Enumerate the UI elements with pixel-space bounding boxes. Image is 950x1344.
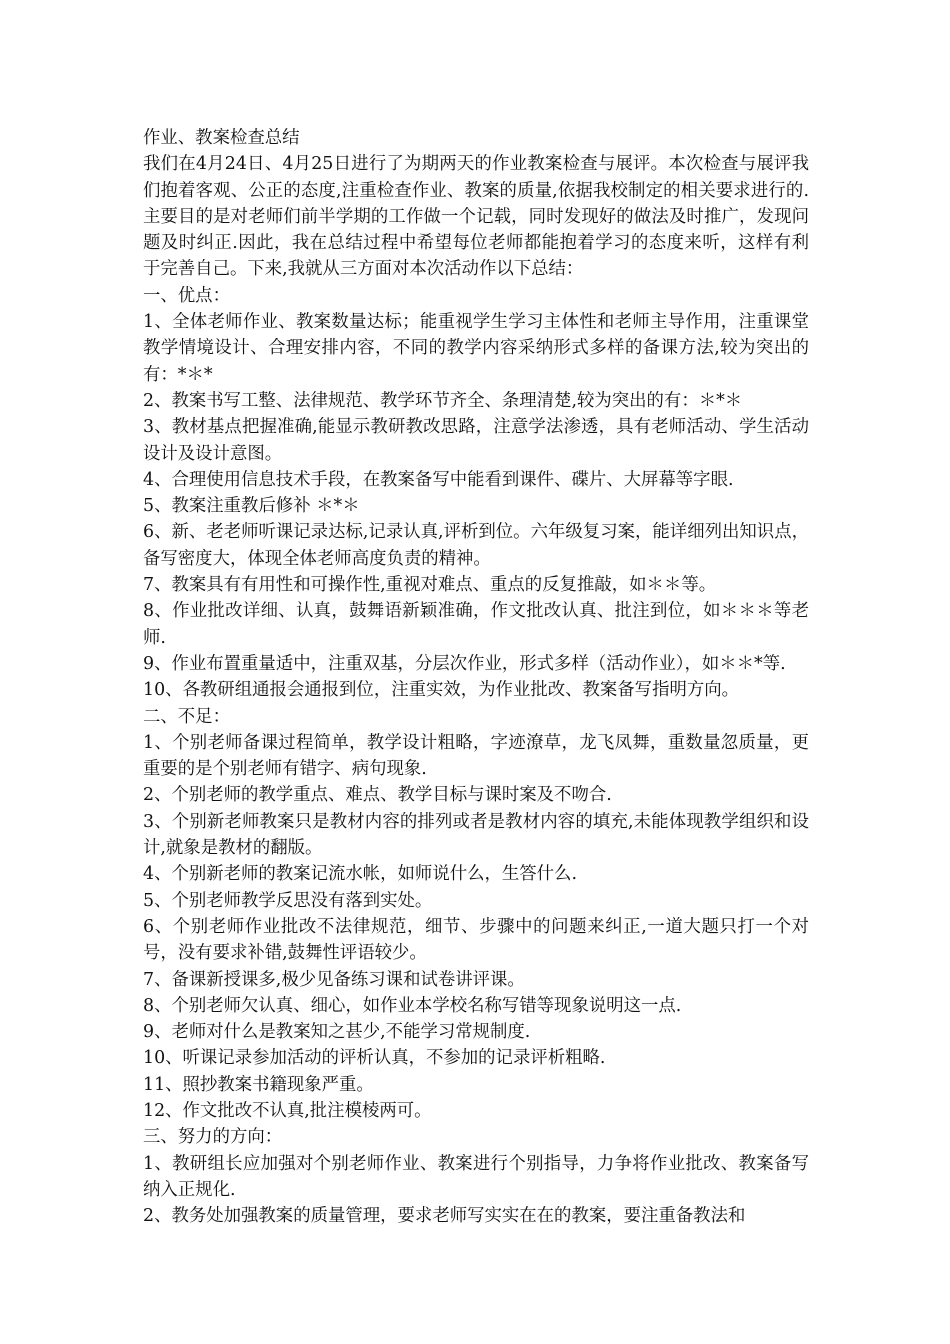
list-item: 8、作业批改详细、认真，鼓舞语新颖准确，作文批改认真、批注到位，如＊＊＊等老师. — [143, 601, 809, 648]
intro-paragraph: 我们在4月24日、4月25日进行了为期两天的作业教案检查与展评。本次检查与展评我们抱着客观、公正的态度,注重检查作业、教案的质量,依据我校制定的相关要求进行的.主要目的是对老师们前半学期的工作做一个记载，同时发现好的做法及时推广，发现问题及时纠正.因此，我在总结过程中希望每位老师都能抱着学习的态度来听，这样有利于完善自己。下来,我就从三方面对本次活动作以下总结： — [143, 154, 809, 280]
list-item: 1、全体老师作业、教案数量达标；能重视学生学习主体性和老师主导作用，注重课堂教学情境设计、合理安排内容，不同的教学内容采纳形式多样的备课方法,较为突出的有：*＊* — [143, 312, 809, 385]
list-item: 3、个别新老师教案只是教材内容的排列或者是教材内容的填充,未能体现教学组织和设计,就象是教材的翻版。 — [143, 811, 809, 859]
list-item: 1、教研组长应加强对个别老师作业、教案进行个别指导，力争将作业批改、教案备写纳入正规化. — [143, 1153, 809, 1200]
list-item: 2、教务处加强教案的质量管理，要求老师写实实在在的教案，要注重备教法和 — [143, 1206, 746, 1227]
section-heading-directions: 三、努力的方向： — [143, 1127, 283, 1148]
list-item: 4、个别新老师的教案记流水帐，如师说什么，生答什么. — [143, 864, 577, 885]
list-item: 9、老师对什么是教案知之甚少,不能学习常规制度. — [143, 1022, 531, 1043]
list-item: 2、个别老师的教学重点、难点、教学目标与课时案及不吻合. — [143, 785, 612, 806]
list-item: 9、作业布置重量适中，注重双基，分层次作业，形式多样（活动作业），如＊＊*等. — [143, 653, 786, 674]
list-item: 1、个别老师备课过程简单，教学设计粗略，字迹潦草，龙飞凤舞，重数量忽质量，更重要的是个别老师有错字、病句现象. — [143, 732, 809, 780]
section-heading-shortcomings: 二、不足： — [143, 706, 230, 727]
document-title: 作业、教案检查总结 — [143, 128, 300, 148]
section-heading-strengths: 一、优点： — [143, 285, 230, 306]
list-item: 10、各教研组通报会通报到位，注重实效，为作业批改、教案备写指明方向。 — [143, 680, 740, 701]
document-body — [143, 125, 809, 1229]
list-item: 12、作文批改不认真,批注模棱两可。 — [143, 1100, 432, 1121]
list-item: 7、备课新授课多,极少见备练习课和试卷讲评课。 — [143, 969, 525, 990]
list-item: 4、合理使用信息技术手段，在教案备写中能看到课件、碟片、大屏幕等字眼. — [143, 469, 734, 490]
list-item: 6、个别老师作业批改不法律规范，细节、步骤中的问题来纠正,一道大题只打一个对号，没有要求补错,鼓舞性评语较少。 — [143, 916, 809, 964]
list-item: 11、照抄教案书籍现象严重。 — [143, 1074, 374, 1095]
list-item: 10、听课记录参加活动的评析认真，不参加的记录评析粗略. — [143, 1048, 606, 1069]
list-item: 3、教材基点把握准确,能显示教研教改思路，注意学法渗透，具有老师活动、学生活动设计及设计意图。 — [143, 417, 809, 464]
list-item: 2、教案书写工整、法律规范、教学环节齐全、条理清楚,较为突出的有：＊*＊ — [143, 390, 743, 411]
list-item: 8、个别老师欠认真、细心，如作业本学校名称写错等现象说明这一点. — [143, 995, 682, 1016]
list-item: 5、教案注重教后修补 ＊*＊ — [143, 496, 360, 517]
list-item: 7、教案具有有用性和可操作性,重视对难点、重点的反复推敲，如＊＊等。 — [143, 575, 717, 596]
list-item: 5、个别老师教学反思没有落到实处。 — [143, 890, 433, 911]
list-item: 6、新、老老师听课记录达标,记录认真,评析到位。六年级复习案，能详细列出知识点，备写密度大，体现全体老师高度负责的精神。 — [143, 522, 809, 569]
